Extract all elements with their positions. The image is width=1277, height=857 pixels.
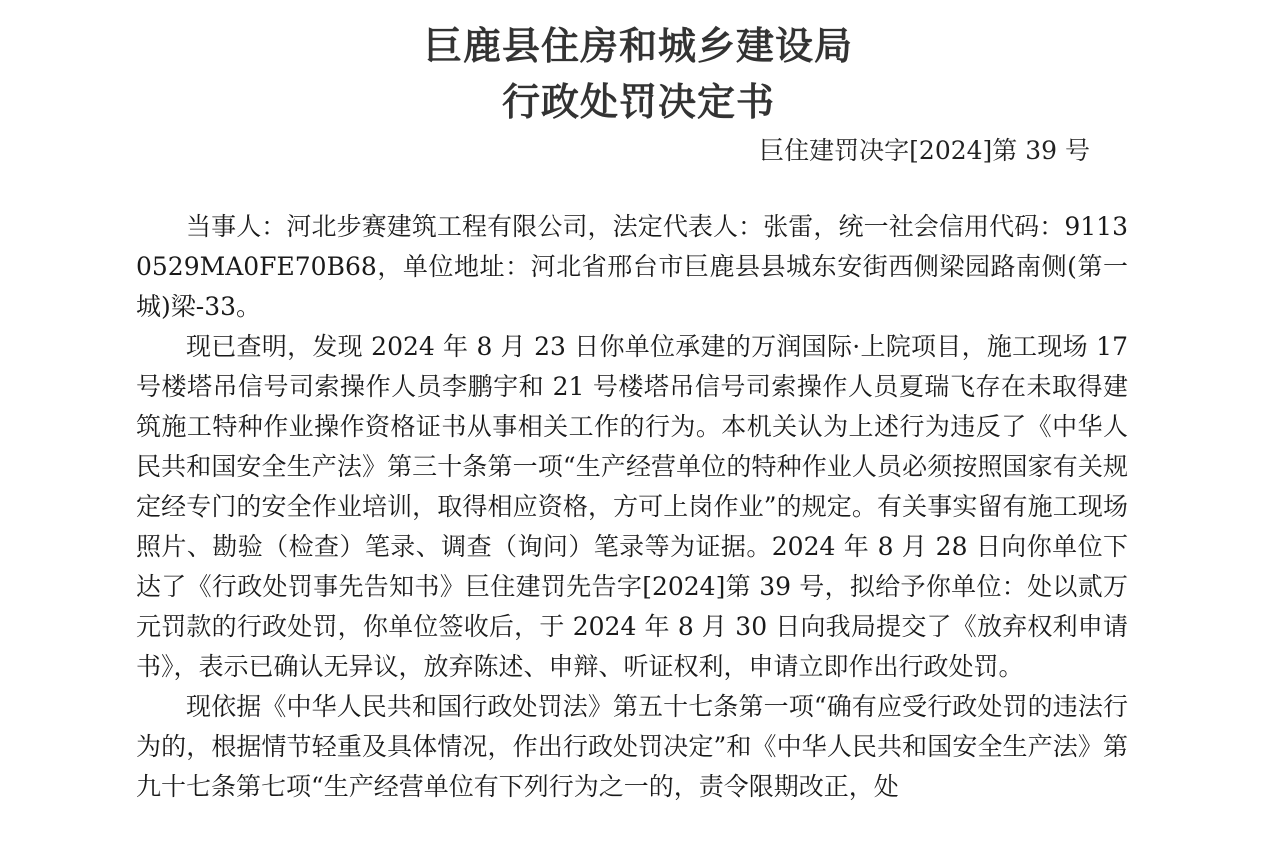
party-info-paragraph: 当事人：河北步赛建筑工程有限公司，法定代表人：张雷，统一社会信用代码：91130529MA0FE70B68，单位地址：河北省邢台市巨鹿县县城东安街西侧梁园路南侧(第一城)梁-33。 (136, 212, 1128, 321)
issuing-authority-title: 巨鹿县住房和城乡建设局 (423, 24, 853, 68)
legal-basis-paragraph: 现依据《中华人民共和国行政处罚法》第五十七条第一项“确有应受行政处罚的违法行为的，根据情节轻重及具体情况，作出行政处罚决定”和《中华人民共和国安全生产法》第九十七条第七项“生产经营单位有下列行为之一的，责令限期改正，处 (136, 692, 1128, 801)
document-body (136, 207, 1128, 807)
document-number: 巨住建罚决字[2024]第 39 号 (759, 136, 1090, 165)
title-block (0, 18, 1277, 130)
findings-paragraph: 现已查明，发现 2024 年 8 月 23 日你单位承建的万润国际·上院项目，施工现场 17 号楼塔吊信号司索操作人员李鹏宇和 21 号楼塔吊信号司索操作人员夏瑞飞存在未取得建筑施工特种作业操作资格证书从事相关工作的行为。本机关认为上述行为违反了《中华人民共和国安全生产法》第三十条第一项“生产经营单位的特种作业人员必须按照国家有关规定经专门的安全作业培训，取得相应资格，方可上岗作业”的规定。有关事实留有施工现场照片、勘验（检查）笔录、调查（询问）笔录等为证据。2024 年 8 月 28 日向你单位下达了《行政处罚事先告知书》巨住建罚先告字[2024]第 39 号，拟给予你单位：处以贰万元罚款的行政处罚，你单位签收后，于 2024 年 8 月 30 日向我局提交了《放弃权利申请书》，表示已确认无异议，放弃陈述、申辩、听证权利，申请立即作出行政处罚。 (136, 332, 1128, 681)
document-type-title: 行政处罚决定书 (501, 80, 775, 124)
